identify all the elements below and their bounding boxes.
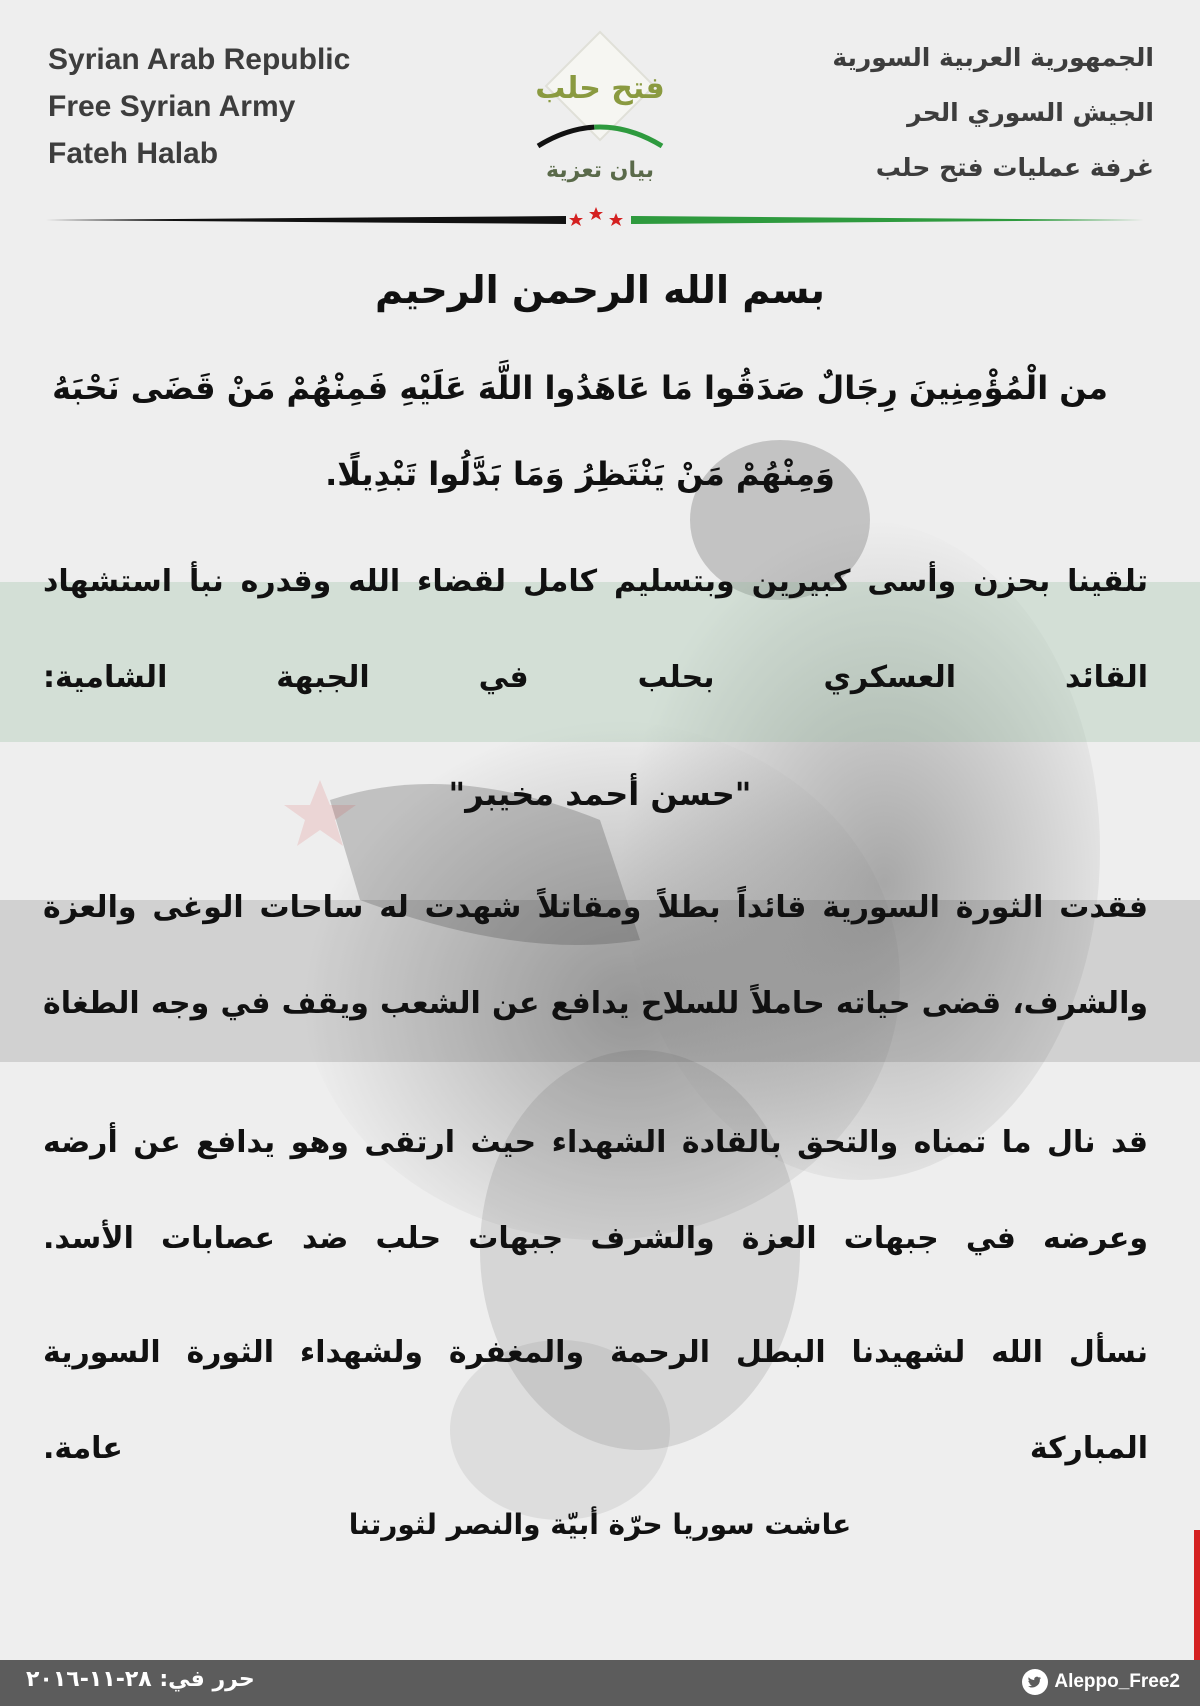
header-english-line-2: Free Syrian Army	[48, 90, 296, 123]
header-arabic-line-2: الجيش السوري الحر	[907, 98, 1154, 127]
closing-slogan: عاشت سوريا حرّة أبيّة والنصر لثورتنا	[348, 1508, 852, 1541]
paragraph-martyrdom: قد نال ما تمناه والتحق بالقادة الشهداء حيث ارتقى وهو يدافع عن أرضه وعرضه في جبهات العزة والشرف جبهات حلب ضد عصابات الأسد.	[43, 1125, 1148, 1256]
quran-verse: من الْمُؤْمِنِينَ رِجَالٌ صَدَقُوا مَا عَاهَدُوا اللَّهَ عَلَيْهِ فَمِنْهُمْ مَنْ قَضَى نَحْبَهُ وَمِنْهُمْ مَنْ يَنْتَظِرُ وَمَا بَدَّلُوا تَبْدِيلًا.	[52, 369, 1108, 493]
fateh-halab-logo	[530, 28, 670, 158]
logo-caption: بيان تعزية	[546, 158, 654, 183]
basmala: بسم الله الرحمن الرحيم	[375, 268, 825, 312]
paragraph-prayer: نسأل الله لشهيدنا البطل الرحمة والمغفرة ولشهداء الثورة السورية المباركة عامة.	[43, 1335, 1148, 1466]
footer-bar	[0, 1660, 1200, 1706]
paragraph-announcement: تلقينا بحزن وأسى كبيرين وبتسليم كامل لقضاء الله وقدره نبأ استشهاد القائد العسكري بحلب في الجبهة الشامية:	[43, 564, 1148, 695]
red-edge-accent	[1194, 1530, 1200, 1660]
paragraph-tribute: فقدت الثورة السورية قائداً بطلاً ومقاتلاً شهدت له ساحات الوغى والعزة والشرف، قضى حياته حاملاً للسلاح يدافع عن الشعب ويقف في وجه الطغاة	[43, 890, 1148, 1021]
twitter-handle-text: Aleppo_Free2	[1054, 1671, 1180, 1692]
red-stars	[569, 207, 623, 226]
header-english-line-1: Syrian Arab Republic	[48, 43, 351, 76]
header-arabic	[734, 30, 1154, 195]
header-divider	[46, 205, 1151, 235]
martyr-name: "حسن أحمد مخيبر"	[448, 775, 752, 813]
twitter-bird-icon	[1022, 1669, 1048, 1695]
header-arabic-line-1: الجمهورية العربية السورية	[832, 43, 1154, 72]
header-arabic-line-3: غرفة عمليات فتح حلب	[875, 153, 1154, 182]
logo-calligraphy: فتح حلب	[535, 71, 665, 106]
header-english	[48, 36, 468, 177]
issue-date: حرر في: ٢٨-١١-٢٠١٦	[26, 1667, 255, 1692]
twitter-handle[interactable]	[1022, 1669, 1180, 1695]
header-english-line-3: Fateh Halab	[48, 137, 219, 170]
